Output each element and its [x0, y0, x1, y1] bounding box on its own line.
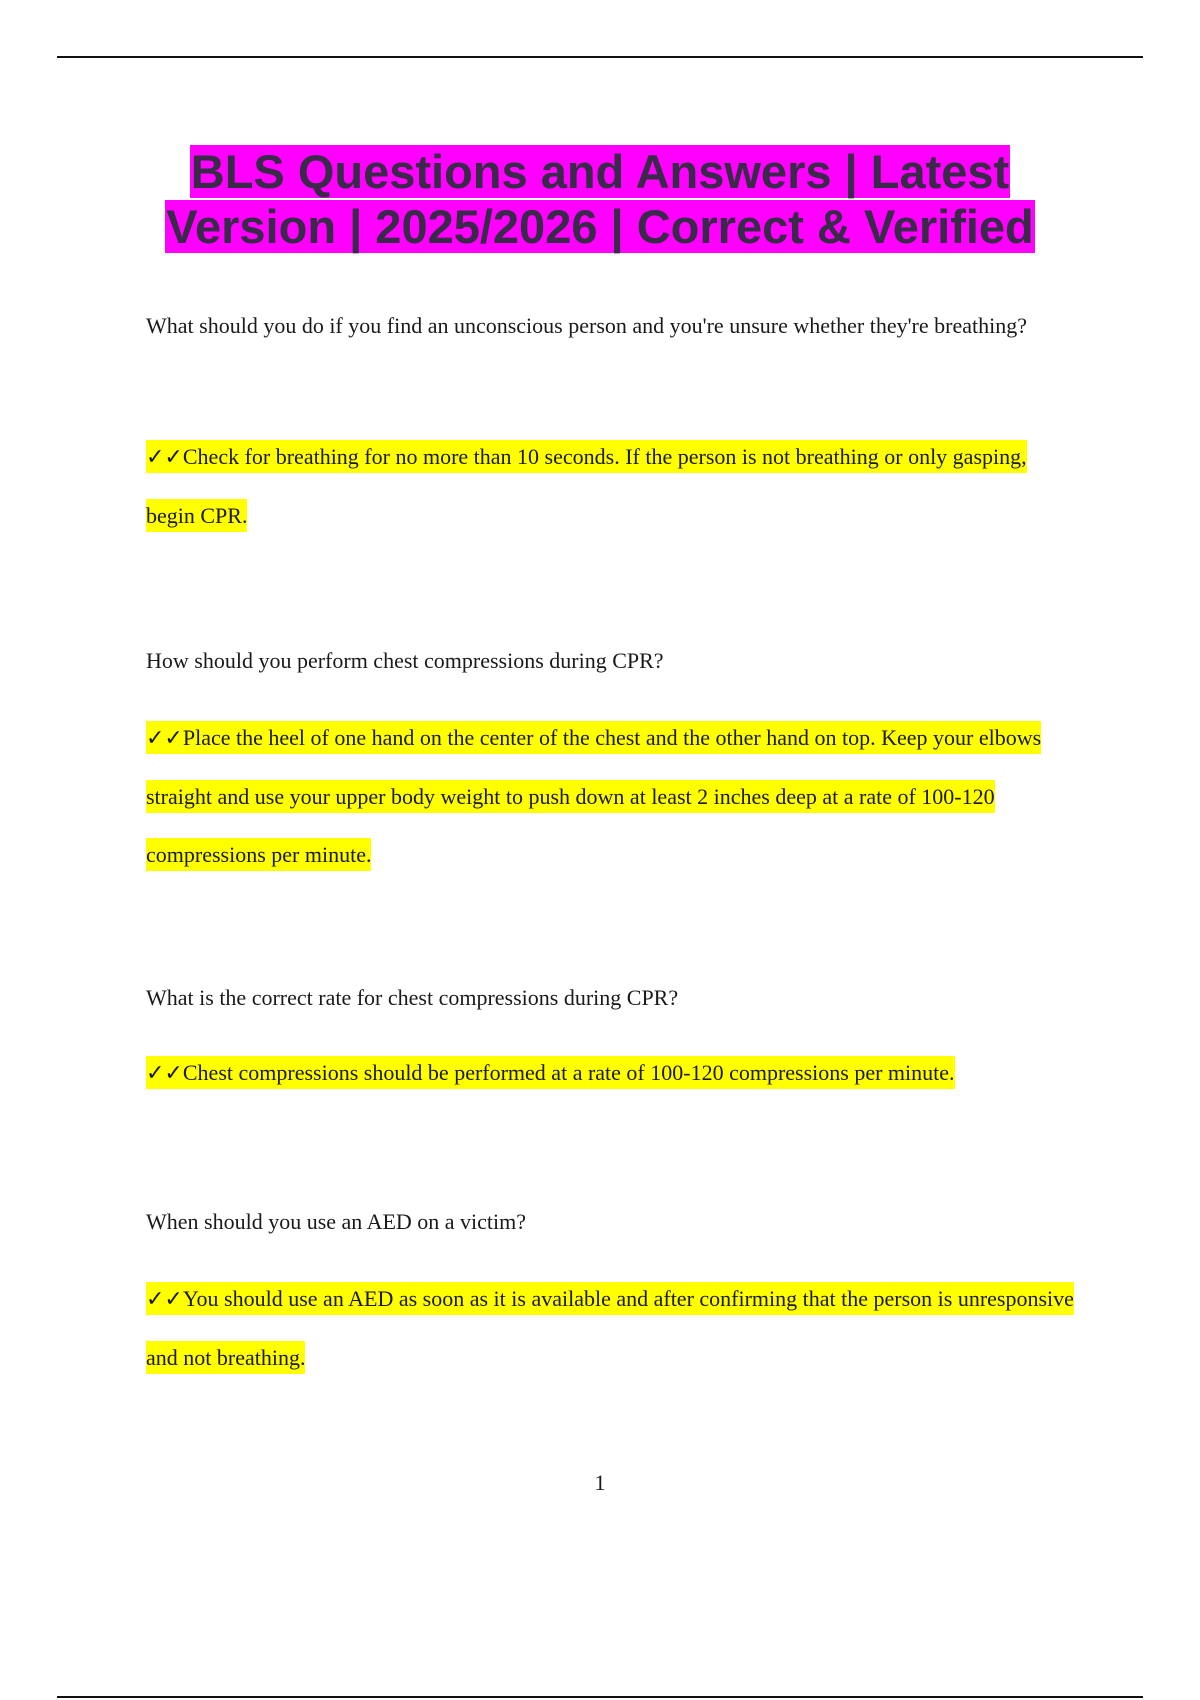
check-mark-icon: ✓✓ — [146, 445, 183, 470]
answer-1-highlight — [146, 440, 1027, 532]
answer-4-highlight — [146, 1282, 1074, 1374]
answer-3 — [146, 1044, 1076, 1103]
bottom-rule — [57, 1696, 1143, 1698]
top-rule — [57, 56, 1143, 58]
answer-3-highlight — [146, 1056, 955, 1089]
check-mark-icon: ✓✓ — [146, 1061, 183, 1086]
title-line-2: Version | 2025/2026 | Correct & Verified — [166, 200, 1034, 253]
answer-2 — [146, 709, 1076, 884]
question-1: What should you do if you find an unconscious person and you're unsure whether they're breathing? — [146, 313, 1027, 338]
document-title — [0, 144, 1200, 254]
question-3: What is the correct rate for chest compressions during CPR? — [146, 985, 679, 1010]
answer-4 — [146, 1270, 1076, 1387]
answer-3-text: Chest compressions should be performed at a rate of 100-120 compressions per minute. — [182, 1060, 955, 1085]
answer-2-highlight — [146, 721, 1041, 871]
answer-2-text: Place the heel of one hand on the center of the chest and the other hand on top. Keep your elbows straight and use your upper body weight to push down at least 2 inches deep at a rate of 100-120 compressions per minute. — [146, 725, 1042, 867]
answer-1-text: Check for breathing for no more than 10 seconds. If the person is not breathing or only gasping, begin CPR. — [146, 444, 1027, 528]
check-mark-icon: ✓✓ — [146, 1287, 183, 1312]
check-mark-icon: ✓✓ — [146, 726, 183, 751]
question-2: How should you perform chest compressions during CPR? — [146, 648, 664, 673]
page-number: 1 — [594, 1470, 606, 1495]
title-line-1: BLS Questions and Answers | Latest — [190, 145, 1010, 198]
answer-1 — [146, 428, 1076, 545]
question-4: When should you use an AED on a victim? — [146, 1209, 527, 1234]
answer-4-text: You should use an AED as soon as it is available and after confirming that the person is unresponsive and not breathing. — [146, 1286, 1074, 1370]
